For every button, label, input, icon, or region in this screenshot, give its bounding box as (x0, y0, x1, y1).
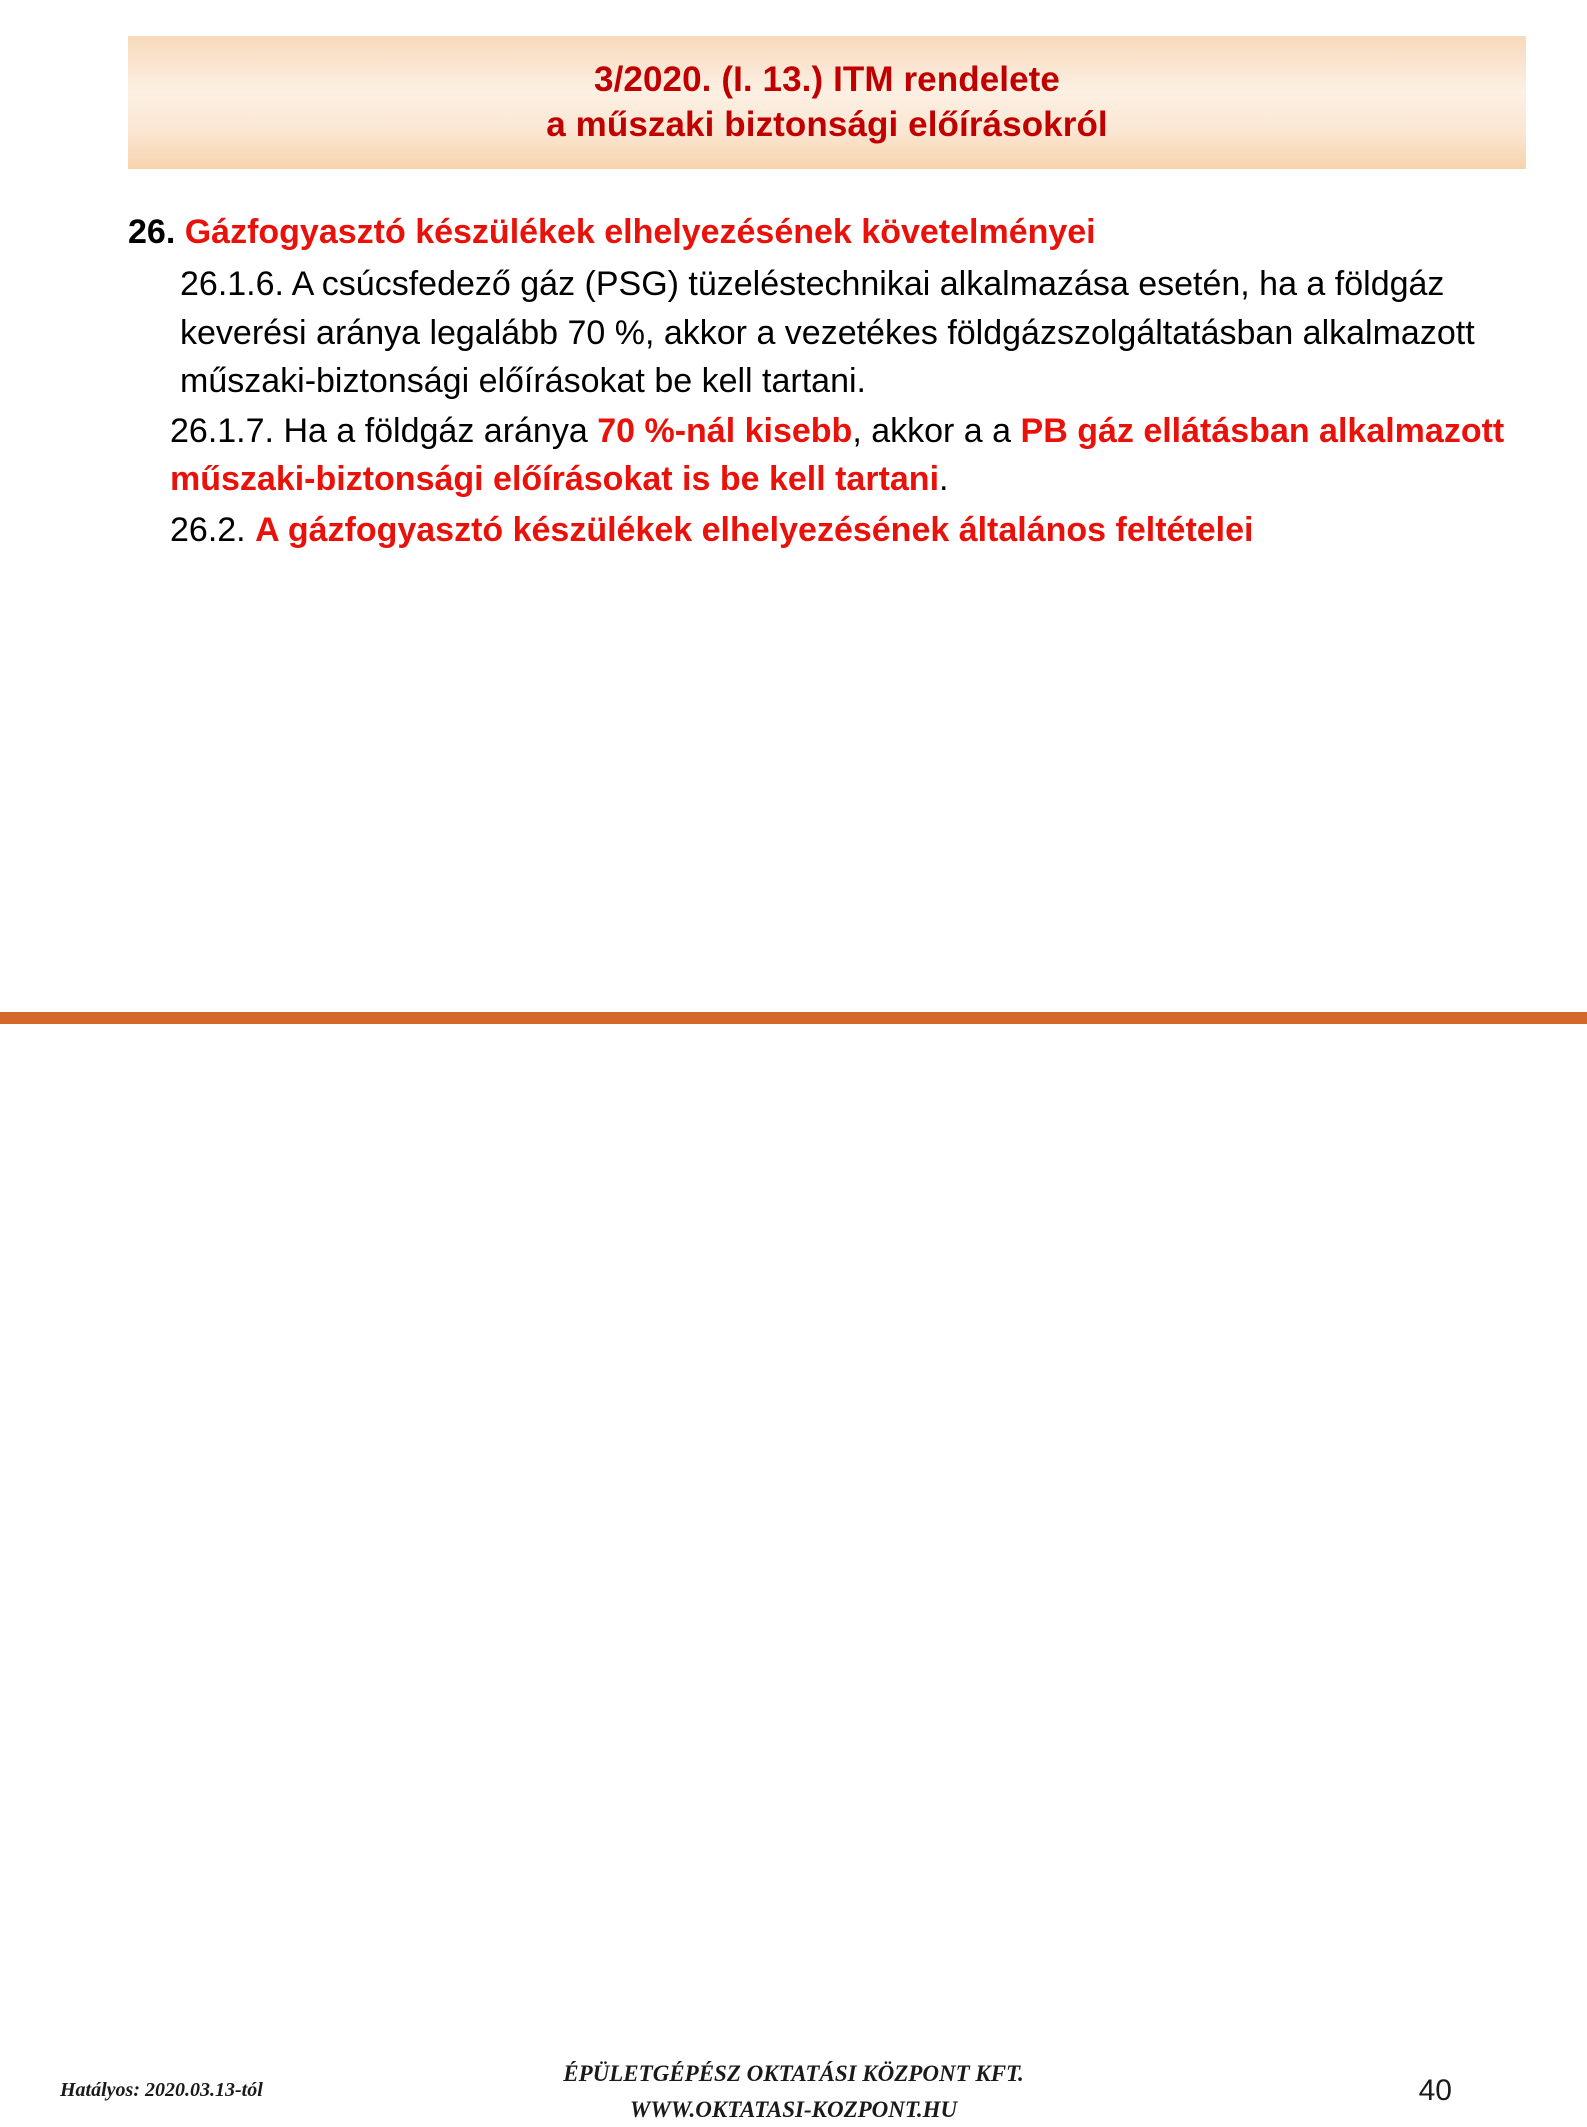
item-label-262: 26.2. (170, 510, 246, 549)
item-label-2617: 26.1.7. (170, 412, 274, 451)
item-text-2617-part3: . (939, 460, 949, 499)
item-text-2617-part1: Ha a földgáz aránya (283, 412, 598, 451)
item-emphasis-2617-a: 70 %-nál kisebb (597, 412, 853, 451)
item-emphasis-2617-b: PB gáz ellátásban alkalmazott műszaki-biztonsági előírásokat is be kell tartani (170, 412, 1505, 499)
footer-company (0, 2056, 1587, 2127)
footer-company-url: WWW.OKTATASI-KOZPONT.HU (629, 2096, 958, 2122)
page-number: 40 (1418, 2074, 1452, 2107)
section-heading-text: Gázfogyasztó készülékek elhelyezésének követelményei (184, 213, 1096, 251)
section-heading (120, 208, 1520, 256)
item-text-2616: A csúcsfedező gáz (PSG) tüzeléstechnikai alkalmazása esetén, ha a földgáz keverési aránya legalább 70 %, akkor a vezetékes földgázszolgáltatásban alkalmazott műszaki-biztonsági előírásokat be kell tartani. (180, 265, 1475, 400)
item-text-262: A gázfogyasztó készülékek elhelyezésének általános feltételei (255, 510, 1254, 549)
list-item (120, 407, 1520, 504)
item-text-2617-part2: , akkor a a (852, 412, 1021, 451)
footer-divider (0, 1012, 1587, 1024)
footer-company-name: ÉPÜLETGÉPÉSZ OKTATÁSI KÖZPONT KFT. (563, 2061, 1024, 2086)
list-item (120, 506, 1520, 554)
slide-body (120, 208, 1520, 554)
slide-title-line-1: 3/2020. (I. 13.) ITM rendelete (594, 59, 1060, 99)
slide-title-line-2: a műszaki biztonsági előírásokról (546, 104, 1108, 144)
section-heading-number: 26. (128, 213, 176, 251)
item-label-2616: 26.1.6. (180, 265, 284, 304)
list-item (120, 260, 1520, 405)
slide-title-band (128, 36, 1526, 169)
slide-footer (0, 1024, 1587, 2122)
footer-validity-text: Hatályos: 2020.03.13-tól (60, 2079, 263, 2101)
